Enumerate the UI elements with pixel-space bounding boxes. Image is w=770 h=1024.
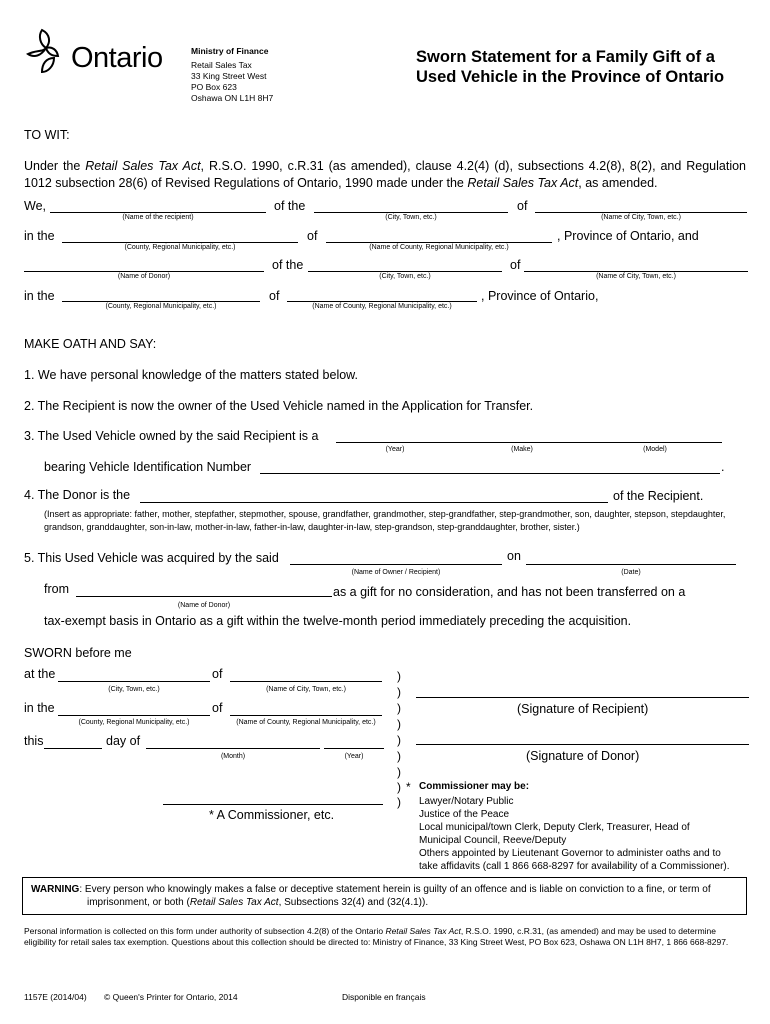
list-item: Justice of the Peace xyxy=(419,809,510,820)
of-the-label: of the xyxy=(274,199,306,213)
list-item: Others appointed by Lieutenant Governor to administer oaths and to xyxy=(419,848,721,859)
caption: (County, Regional Municipality, etc.) xyxy=(124,244,236,251)
form-number: 1157E (2014/04) xyxy=(24,992,87,1002)
item-3: 3. The Used Vehicle owned by the said Recipient is a xyxy=(24,429,319,443)
warning-text: : Every person who knowingly makes a false or deceptive statement herein is guilty of an offence and is liable on conviction to a fine, or term of imprisonment, or both ( xyxy=(79,884,711,908)
item-5: 5. This Used Vehicle was acquired by the said xyxy=(24,551,279,565)
province: , Province of Ontario, xyxy=(481,289,599,303)
of-label: of xyxy=(212,701,223,715)
relationship-field[interactable] xyxy=(140,502,608,503)
caption: (Name of Donor) xyxy=(117,273,171,280)
taxexempt-text: tax-exempt basis in Ontario as a gift within the twelve-month period immediately preceding the acquisition. xyxy=(44,614,632,628)
address-line: Oshawa ON L1H 8H7 xyxy=(191,93,274,103)
recipient-city-field[interactable] xyxy=(314,212,508,213)
owner-field[interactable] xyxy=(290,564,502,565)
french-version-link[interactable]: Disponible en français xyxy=(342,992,426,1002)
we-label: We, xyxy=(24,199,46,213)
title-line-2: Used Vehicle in the Province of Ontario xyxy=(416,68,725,86)
act-name: Retail Sales Tax Act xyxy=(85,159,201,173)
privacy-notice xyxy=(24,926,746,948)
commissioner-label: * A Commissioner, etc. xyxy=(209,808,335,822)
caption: (Name of County, Regional Municipality, etc.) xyxy=(236,719,376,726)
copyright: © Queen's Printer for Ontario, 2014 xyxy=(104,992,238,1002)
recipient-signature-label: (Signature of Recipient) xyxy=(517,702,649,716)
paren: ) xyxy=(397,795,401,809)
sworn-county-field[interactable] xyxy=(58,715,210,716)
item-1: 1. We have personal knowledge of the matters stated below. xyxy=(24,368,358,382)
of-recipient: of the Recipient. xyxy=(613,489,704,503)
this-label: this xyxy=(24,734,44,748)
period: . xyxy=(721,460,725,474)
intro-paragraph xyxy=(24,158,746,192)
caption: (Name of County, Regional Municipality, etc.) xyxy=(312,303,452,310)
ontario-logo xyxy=(24,24,174,80)
vin-label: bearing Vehicle Identification Number xyxy=(44,460,252,474)
of-label: of xyxy=(212,667,223,681)
asterisk: * xyxy=(406,780,411,794)
address-line: Retail Sales Tax xyxy=(191,60,252,70)
logo-text: Ontario xyxy=(71,42,163,74)
list-item: Municipal Council, Reeve/Deputy xyxy=(419,835,567,846)
item-2: 2. The Recipient is now the owner of the Used Vehicle named in the Application for Transfer. xyxy=(24,399,534,413)
caption: (Model) xyxy=(643,446,667,453)
caption: (Name of City, Town, etc.) xyxy=(596,273,676,280)
commissioner-signature-field[interactable] xyxy=(163,804,383,805)
in-the-label: in the xyxy=(24,289,55,303)
recipient-city-name-field[interactable] xyxy=(535,212,747,213)
caption: (City, Town, etc.) xyxy=(108,686,160,693)
paren: ) xyxy=(397,717,401,731)
in-the-label: in the xyxy=(24,229,55,243)
privacy-text: , R.S.O. 1990, c.R.31, (as amended) and may be used to determine eligibility for retail sales tax exemption. Questions about this collection should be directed to: Ministry of Finance, 33 King Street West, PO Box 623, Oshawa ON L1H 8H7, 1 866 668-8297. xyxy=(24,926,729,947)
donor-city-name-field[interactable] xyxy=(524,271,748,272)
gift-text: as a gift for no consideration, and has not been transferred on a xyxy=(333,585,686,599)
donor-city-field[interactable] xyxy=(308,271,502,272)
paren: ) xyxy=(397,749,401,763)
donor-county-field[interactable] xyxy=(62,301,260,302)
at-the-label: at the xyxy=(24,667,56,681)
of-the-label: of the xyxy=(272,258,304,272)
date-field[interactable] xyxy=(526,564,736,565)
ministry-name: Ministry of Finance xyxy=(191,46,269,56)
sworn-city-field[interactable] xyxy=(58,681,210,682)
recipient-signature-field[interactable] xyxy=(416,697,749,698)
caption: (City, Town, etc.) xyxy=(379,273,431,280)
sworn-city-name-field[interactable] xyxy=(230,681,382,682)
paren: ) xyxy=(397,669,401,683)
commissioner-title: Commissioner may be: xyxy=(419,781,530,792)
act-name: Retail Sales Tax Act xyxy=(385,926,461,936)
form-title xyxy=(416,47,724,87)
caption: (County, Regional Municipality, etc.) xyxy=(105,303,217,310)
list-item: Local municipal/town Clerk, Deputy Clerk, Treasurer, Head of xyxy=(419,822,690,833)
caption: (Year) xyxy=(344,753,364,760)
from-label: from xyxy=(44,582,69,596)
relationship-note: (Insert as appropriate: father, mother, stepfather, stepmother, spouse, grandfather, grandmother, step-grandfather, step-grandmother, son, daughter, stepson, stepdaughter, grandson, granddaughter, son-in-law, mother-in-law, father-in-law, daughter-in-law, step-grandson, step-granddaughter, brother, sister.) xyxy=(44,509,726,532)
of-label: of xyxy=(307,229,318,243)
sworn-heading: SWORN before me xyxy=(24,646,132,660)
caption: (Name of Owner / Recipient) xyxy=(351,569,441,576)
of-label: of xyxy=(269,289,280,303)
ministry-block xyxy=(191,46,273,104)
donor-county-name-field[interactable] xyxy=(287,301,477,302)
recipient-county-name-field[interactable] xyxy=(326,242,552,243)
paren: ) xyxy=(397,780,401,794)
day-of-label: day of xyxy=(106,734,141,748)
item-4: 4. The Donor is the xyxy=(24,488,131,502)
act-name: Retail Sales Tax Act xyxy=(189,897,279,908)
address-line: PO Box 623 xyxy=(191,82,237,92)
caption: (Name of City, Town, etc.) xyxy=(266,686,346,693)
vehicle-field[interactable] xyxy=(336,442,722,443)
month-field[interactable] xyxy=(146,748,320,749)
commissioner-list xyxy=(419,780,755,873)
paren: ) xyxy=(397,701,401,715)
sworn-county-name-field[interactable] xyxy=(230,715,382,716)
paren: ) xyxy=(397,765,401,779)
recipient-county-field[interactable] xyxy=(62,242,298,243)
donor-signature-label: (Signature of Donor) xyxy=(526,749,640,763)
year-field[interactable] xyxy=(324,748,384,749)
donor-name-field[interactable] xyxy=(24,271,264,272)
paren: ) xyxy=(397,685,401,699)
caption: (Date) xyxy=(621,569,641,576)
donor-from-field[interactable] xyxy=(76,596,332,597)
caption: (Name of the recipient) xyxy=(122,214,194,221)
recipient-name-field[interactable] xyxy=(50,212,266,213)
trillium-icon xyxy=(24,24,76,76)
of-label: of xyxy=(517,199,528,213)
list-item: Lawyer/Notary Public xyxy=(419,796,514,807)
caption: (County, Regional Municipality, etc.) xyxy=(78,719,190,726)
title-line-1: Sworn Statement for a Family Gift of a xyxy=(416,48,715,66)
caption: (Name of City, Town, etc.) xyxy=(601,214,681,221)
caption: (Make) xyxy=(511,446,533,453)
of-label: of xyxy=(510,258,521,272)
caption: (City, Town, etc.) xyxy=(385,214,437,221)
intro-text: Under the xyxy=(24,159,86,173)
caption: (Name of County, Regional Municipality, etc.) xyxy=(369,244,509,251)
in-the-label: in the xyxy=(24,701,55,715)
act-name: Retail Sales Tax Act xyxy=(467,176,579,190)
privacy-text: Personal information is collected on this form under authority of subsection 4.2(8) of the Ontario xyxy=(24,926,386,936)
caption: (Month) xyxy=(220,753,246,760)
warning-label: WARNING xyxy=(31,884,80,895)
to-wit: TO WIT: xyxy=(24,128,70,142)
province-and: , Province of Ontario, and xyxy=(557,229,699,243)
donor-signature-field[interactable] xyxy=(416,744,749,745)
paren: ) xyxy=(397,733,401,747)
warning-text: , Subsections 32(4) and (32(4.1)). xyxy=(278,897,429,908)
day-field[interactable] xyxy=(44,748,102,749)
intro-text: , R.S.O. 1990, c.R.31 (as amended), clause 4.2(4) (d), subsections 4.2(8), 8(2), and Regulation 1012 subsection 28(6) of Revised Regulations of Ontario, 1990 made under the xyxy=(24,159,747,190)
list-item: take affidavits (call 1 866 668-8297 for availability of a Commissioner). xyxy=(419,861,730,872)
vin-field[interactable] xyxy=(260,473,720,474)
oath-heading: MAKE OATH AND SAY: xyxy=(24,337,157,351)
caption: (Year) xyxy=(385,446,405,453)
caption: (Name of Donor) xyxy=(177,602,231,609)
on-label: on xyxy=(507,549,521,563)
intro-text: , as amended. xyxy=(578,176,658,190)
warning-box xyxy=(22,877,747,915)
address-line: 33 King Street West xyxy=(191,71,267,81)
